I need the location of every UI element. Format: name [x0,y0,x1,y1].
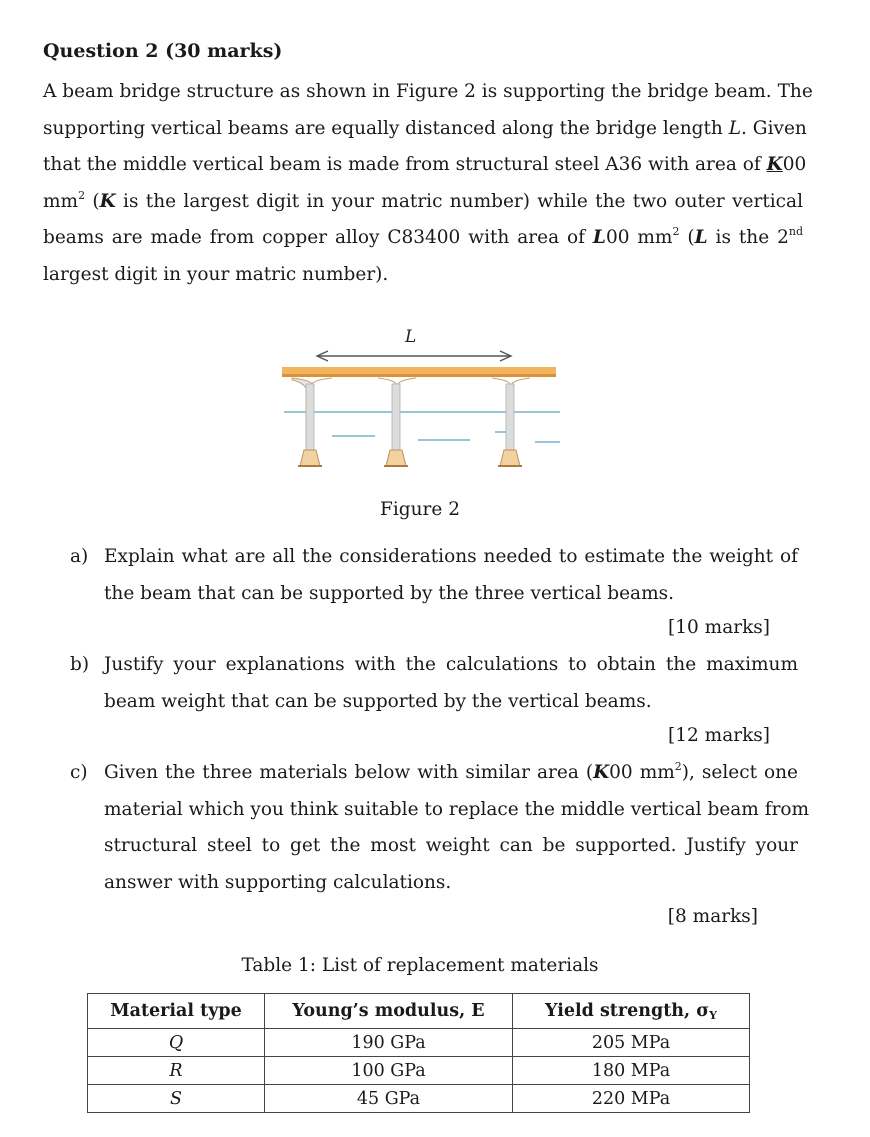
pier-left [292,378,332,466]
intro-line-4: $mm^2$ (K is the largest digit in your matric number) while the two outer vertical [43,188,803,212]
modulus-cell: 45 GPa [265,1085,513,1113]
part-a-line-2: the beam that can be supported by the three vertical beams. [104,582,674,604]
header-yield-strength: Yield strength, σY [513,994,750,1029]
part-b-marks: [12 marks] [668,725,770,746]
yield-cell: 205 MPa [513,1029,750,1057]
part-b [70,647,798,720]
table-caption: Table 1: List of replacement materials [241,955,599,976]
intro-line-2: supporting vertical beams are equally distanced along the bridge length L. Given [43,117,807,139]
part-a-line-1: Explain what are all the considerations needed to estimate the weight of [104,546,798,567]
material-cell: R [88,1057,265,1085]
material-cell: S [88,1085,265,1113]
yield-cell: 180 MPa [513,1057,750,1085]
table-row [88,1085,750,1113]
part-b-label: b) [70,654,90,675]
figure-caption: Figure 2 [380,499,460,520]
yield-cell: 220 MPa [513,1085,750,1113]
part-c-line-3: structural steel to get the most weight can be supported. Justify your [104,835,798,856]
intro-line-3: that the middle vertical beam is made from structural steel A36 with area of K00 [43,154,807,175]
part-c [70,755,810,901]
part-c-label: c) [70,762,88,783]
materials-table [87,993,750,1113]
pier-right [492,378,530,466]
part-a-marks: [10 marks] [668,617,770,638]
bridge-figure [270,318,570,478]
water-lines [284,412,560,442]
part-c-line-4: answer with supporting calculations. [104,871,452,893]
table-header-row [88,994,750,1029]
header-material-type: Material type [88,994,265,1029]
table-row [88,1029,750,1057]
part-b-line-2: beam weight that can be supported by the vertical beams. [104,690,652,712]
part-a [70,539,798,612]
part-a-label: a) [70,546,89,567]
material-cell: Q [88,1029,265,1057]
modulus-cell: 190 GPa [265,1029,513,1057]
table-row [88,1057,750,1085]
question-title: Question 2 (30 marks) [43,40,283,62]
header-youngs-modulus: Young’s modulus, E [265,994,513,1029]
modulus-cell: 100 GPa [265,1057,513,1085]
intro-line-1: A beam bridge structure as shown in Figure 2 is supporting the bridge beam. The [43,81,813,102]
part-b-line-1: Justify your explanations with the calculations to obtain the maximum [104,654,798,675]
intro-line-5: beams are made from copper alloy C83400 with area of L00 $mm^2$ (L is the 2nd [43,225,803,248]
part-c-marks: [8 marks] [667,906,758,927]
intro-line-6: largest digit in your matric number). [43,263,389,285]
part-c-line-2: material which you think suitable to replace the middle vertical beam from [104,798,810,820]
pier-middle [378,378,416,466]
span-label: L [405,327,417,347]
question-intro [43,74,813,293]
part-c-line-1: Given the three materials below with similar area (K00 $mm^2$), select one [104,760,798,783]
span-arrow [317,351,511,361]
bridge-deck [282,367,556,377]
